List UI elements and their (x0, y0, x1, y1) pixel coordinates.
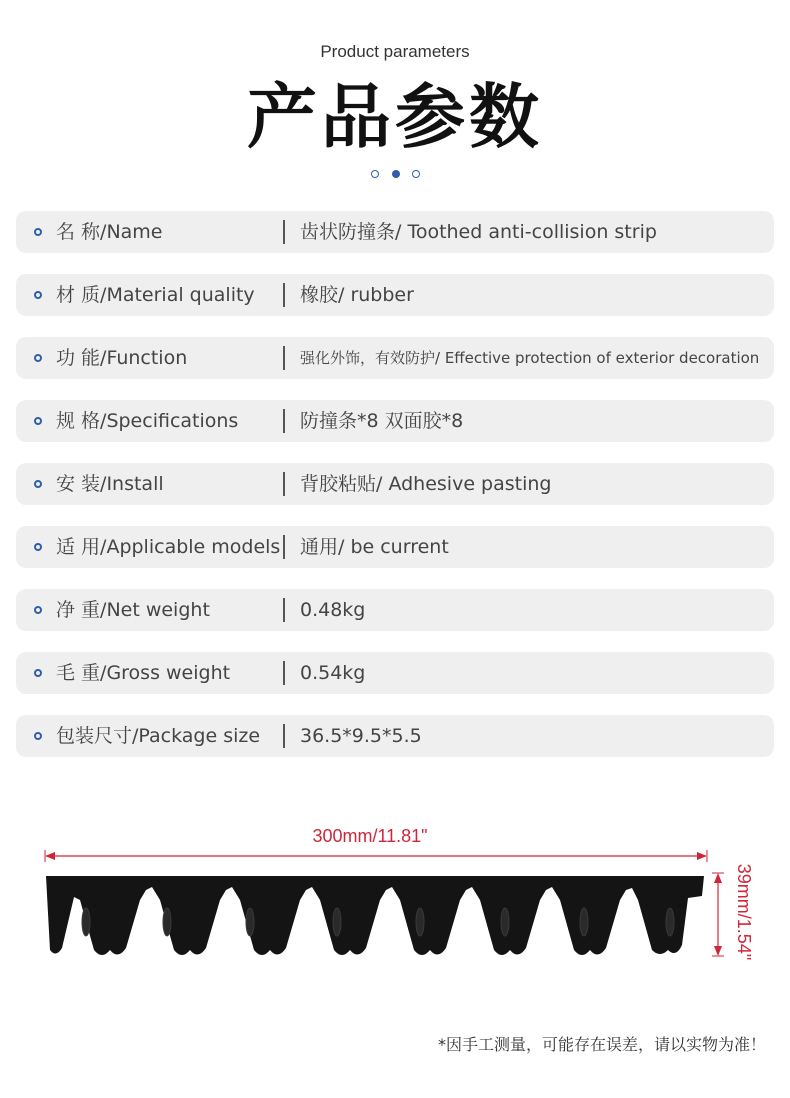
divider (283, 220, 285, 244)
param-label: 包装尺寸/Package size (56, 725, 261, 747)
param-label: 安 装/Install (56, 473, 164, 495)
toothed-strip (46, 876, 704, 955)
param-row (16, 526, 774, 568)
param-row (16, 211, 774, 253)
param-label: 净 重/Net weight (56, 599, 210, 621)
subtitle: Product parameters (320, 42, 470, 61)
param-value: 0.48kg (300, 599, 366, 621)
bullet-icon (34, 543, 42, 551)
param-label: 名 称/Name (56, 221, 163, 243)
param-value: 防撞条*8 双面胶*8 (300, 410, 464, 432)
param-row (16, 715, 774, 757)
bullet-icon (34, 354, 42, 362)
param-row (16, 274, 774, 316)
bullet-icon (34, 291, 42, 299)
dimension-length-label: 300mm/11.81" (312, 826, 428, 846)
dimension-height-line (712, 873, 724, 956)
divider (283, 598, 285, 622)
param-value: 36.5*9.5*5.5 (300, 725, 422, 747)
divider (283, 409, 285, 433)
param-value: 橡胶/ rubber (300, 284, 414, 306)
param-row (16, 589, 774, 631)
param-row (16, 652, 774, 694)
param-value: 齿状防撞条/ Toothed anti-collision strip (300, 221, 657, 243)
divider (283, 472, 285, 496)
bullet-icon (34, 732, 42, 740)
bullet-icon (34, 480, 42, 488)
dimension-height-label: 39mm/1.54" (734, 863, 754, 961)
dimension-length-line (45, 850, 707, 862)
param-label: 毛 重/Gross weight (56, 662, 231, 684)
decorative-dots (371, 170, 421, 180)
divider (283, 535, 285, 559)
divider (283, 661, 285, 685)
product-drawing (0, 840, 790, 980)
divider (283, 346, 285, 370)
param-value: 背胶粘贴/ Adhesive pasting (300, 473, 552, 495)
page-title: 产品参数 (247, 76, 543, 158)
bullet-icon (34, 417, 42, 425)
param-row (16, 400, 774, 442)
dot-outline-right (412, 170, 420, 178)
bullet-icon (34, 228, 42, 236)
param-label: 功 能/Function (56, 347, 188, 369)
param-value: 0.54kg (300, 662, 366, 684)
bullet-icon (34, 669, 42, 677)
param-label: 规 格/Specifications (56, 410, 239, 432)
param-row (16, 463, 774, 505)
param-value: 通用/ be current (300, 536, 449, 558)
divider (283, 283, 285, 307)
measurement-note: *因手工测量，可能存在误差，请以实物为准！ (437, 1035, 766, 1054)
param-label: 适 用/Applicable models (56, 536, 281, 558)
param-row (16, 337, 774, 379)
param-value: 强化外饰，有效防护/ Effective protection of exterior decoration (300, 349, 760, 367)
param-label: 材 质/Material quality (56, 284, 255, 306)
dot-filled-center (392, 170, 400, 178)
bullet-icon (34, 606, 42, 614)
dot-outline-left (371, 170, 379, 178)
divider (283, 724, 285, 748)
